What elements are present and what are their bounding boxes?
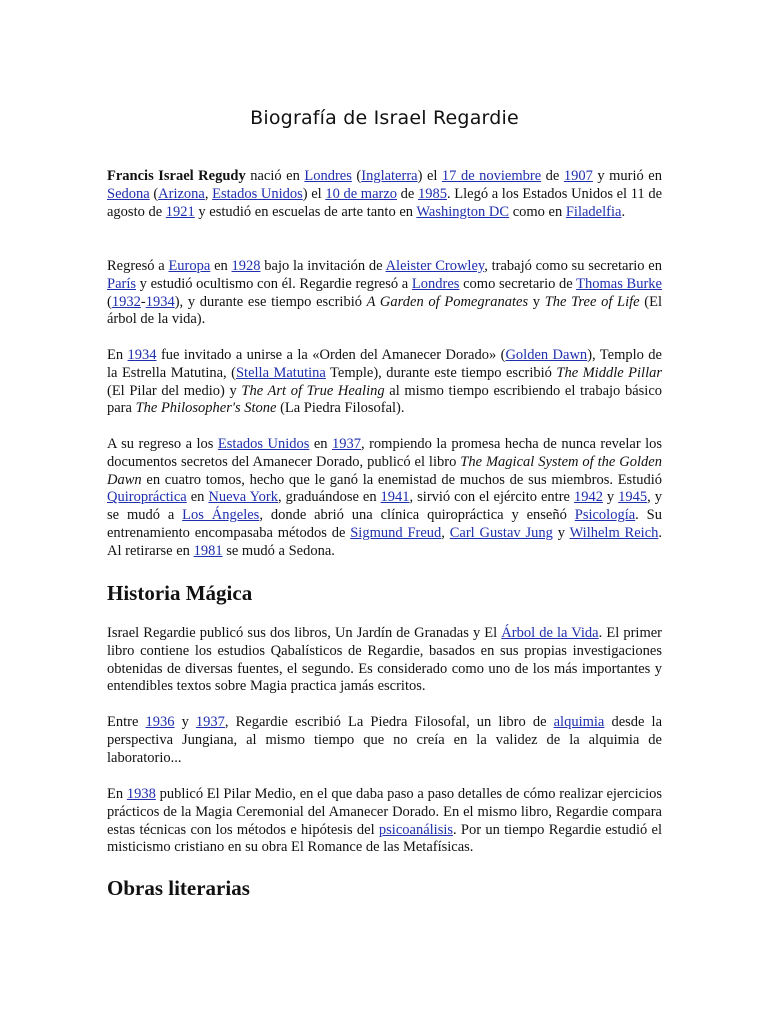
inline-link[interactable]: Filadelfia [565, 203, 622, 220]
inline-link[interactable]: Sedona [107, 185, 150, 202]
inline-link[interactable]: Golden Dawn [505, 347, 588, 363]
text-run: y [174, 714, 196, 730]
text-run: ( [149, 185, 159, 202]
paragraph [107, 625, 662, 696]
text-run: ) el [417, 168, 442, 184]
inline-link[interactable]: Washington DC [416, 203, 510, 220]
inline-link[interactable]: Londres [304, 168, 352, 184]
inline-link[interactable]: Los Ángeles [182, 507, 260, 524]
text-run: . Llegó a los Estados Unidos el 11 de agosto de [107, 185, 663, 220]
inline-link[interactable]: Estados Unidos [217, 436, 310, 452]
section-heading-obras: Obras literarias [107, 876, 250, 900]
text-run: ), y durante ese tiempo escribió [174, 293, 367, 310]
text-run: Temple), durante este tiempo escribió [325, 364, 557, 381]
inline-link[interactable]: 1941 [380, 489, 410, 506]
text-run: . El primer libro contiene los estudios Qabalísticos de Regardie, basados en sus propias investigaciones obtenidas de diversas fuentes, el segundo. Es considerado como uno de los más importantes y entendibles textos sobre Magia practica jamás escritos. [107, 625, 662, 695]
text-run: en [309, 436, 333, 452]
text-run: , [204, 185, 213, 202]
inline-link[interactable]: París [107, 275, 136, 292]
text-run: . Al retirarse en [107, 524, 663, 559]
text-run: de [397, 185, 418, 202]
inline-link[interactable]: Quiropráctica [107, 489, 187, 506]
inline-link[interactable]: Thomas Burke [576, 275, 662, 292]
text-run: y [602, 489, 619, 506]
inline-link[interactable]: 1945 [618, 489, 648, 506]
text-run: . Su entrenamiento encompasaba métodos de [107, 507, 662, 541]
inline-link[interactable]: Sigmund Freud [350, 524, 442, 541]
inline-link[interactable]: Londres [411, 275, 460, 292]
text-run: , [441, 524, 450, 541]
paragraph [107, 786, 662, 857]
text-run: Entre [107, 714, 146, 730]
text-run: , donde abrió una clínica quiropráctica y enseñó [259, 507, 575, 524]
text-run: y [528, 293, 545, 310]
text-run: (El árbol de la vida). [107, 293, 663, 328]
paragraph [107, 347, 662, 418]
paragraph [107, 436, 662, 561]
text-run: y [552, 524, 570, 541]
italic-title: A Garden of Pomegranates [366, 293, 529, 310]
inline-link[interactable]: Carl Gustav Jung [449, 524, 553, 541]
inline-link[interactable]: 1937 [195, 714, 225, 730]
inline-link[interactable]: Inglaterra [361, 168, 418, 184]
inline-link[interactable]: 1921 [165, 203, 195, 220]
inline-link[interactable]: 1938 [126, 786, 156, 802]
page-title: Biografía de Israel Regardie [250, 107, 519, 129]
inline-link[interactable]: Aleister Crowley [385, 258, 485, 274]
text-run: ) el [302, 185, 326, 202]
paragraph [107, 714, 662, 767]
text-run: ), Templo de la Estrella Matutina, ( [107, 347, 662, 381]
text-run: fue invitado a unirse a la «Orden del Amanecer Dorado» ( [156, 347, 506, 363]
inline-link[interactable]: Wilhelm Reich [569, 524, 659, 541]
text-run: se mudó a Sedona. [222, 542, 335, 559]
inline-link[interactable]: Nueva York [208, 489, 279, 506]
inline-link[interactable]: psicoanálisis [378, 821, 454, 838]
inline-link[interactable]: 1934 [145, 293, 175, 310]
inline-link[interactable]: 10 de marzo [325, 185, 398, 202]
inline-link[interactable]: 1936 [145, 714, 175, 730]
text-run: , rompiendo la promesa hecha de nunca revelar los documentos secretos del Amanecer Dorado, publicó el libro [107, 436, 663, 470]
text-run: y estudió en escuelas de arte tanto en [194, 203, 417, 220]
inline-link[interactable]: 1934 [127, 347, 157, 363]
text-run: como en [509, 203, 566, 220]
paragraph [107, 258, 662, 329]
inline-link[interactable]: 17 de noviembre [441, 168, 542, 184]
italic-title: The Middle Pillar [556, 364, 662, 381]
inline-link[interactable]: 1942 [573, 489, 603, 506]
inline-link[interactable]: alquimia [553, 714, 605, 730]
text-run: Regresó a [107, 258, 169, 274]
italic-title: The Magical System of the Golden Dawn [107, 453, 662, 488]
text-run: ( [107, 293, 112, 310]
inline-link[interactable]: 1928 [231, 258, 261, 274]
text-run: , y se mudó a [107, 489, 663, 524]
inline-link[interactable]: Europa [168, 258, 211, 274]
text-run: publicó El Pilar Medio, en el que daba paso a paso detalles de cómo realizar ejercicios prácticos de la Magia Ceremonial del Amanecer Dorado. En el mismo libro, Regardie compara estas técnicas con los métodos e hipótesis del [107, 786, 662, 838]
text-run: desde la perspectiva Jungiana, al mismo tiempo que no creía en la validez de la alquimia de laboratorio... [107, 714, 663, 766]
text-run: (La Piedra Filosofal). [276, 400, 405, 417]
italic-title: The Philosopher's Stone [135, 400, 277, 417]
inline-link[interactable]: Arizona [158, 185, 205, 202]
text-run: ( [351, 168, 362, 184]
text-run: nació en [245, 168, 305, 184]
text-run: y murió en [592, 168, 662, 184]
text-run: En [107, 347, 128, 363]
inline-link[interactable]: 1937 [332, 436, 362, 452]
inline-link[interactable]: 1981 [193, 542, 223, 559]
inline-link[interactable]: Estados Unidos [212, 185, 303, 202]
text-run: . Por un tiempo Regardie estudió el misticismo cristiano en su obra El Romance de las Metafísicas. [107, 821, 662, 856]
text-run: y estudió ocultismo con él. Regardie regresó a [136, 275, 412, 292]
text-run: A su regreso a los [107, 436, 218, 452]
italic-title: The Tree of Life [544, 293, 640, 310]
inline-link[interactable]: Árbol de la Vida [501, 625, 599, 641]
text-run: - [140, 293, 146, 310]
text-run: . [621, 203, 626, 220]
text-run: , sirvió con el ejército entre [409, 489, 574, 506]
text-run: en [186, 489, 209, 506]
inline-link[interactable]: 1932 [111, 293, 141, 310]
text-run: , graduándose en [278, 489, 381, 506]
inline-link[interactable]: 1907 [563, 168, 593, 184]
text-run: (El Pilar del medio) y [107, 382, 242, 399]
text-run: , Regardie escribió La Piedra Filosofal, un libro de [224, 714, 554, 730]
text-run: al mismo tiempo escribiendo el trabajo básico para [107, 382, 662, 417]
text-run: bajo la invitación de [260, 258, 386, 274]
text-run: como secretario de [459, 275, 577, 292]
bold-text: Francis Israel Regudy [107, 168, 246, 184]
text-run: de [541, 168, 564, 184]
text-run: Israel Regardie publicó sus dos libros, Un Jardín de Granadas y El [107, 625, 502, 641]
text-run: en cuatro tomos, hecho que le ganó la enemistad de muchos de sus miembros. Estudió [141, 471, 662, 488]
inline-link[interactable]: Stella Matutina [235, 364, 326, 381]
inline-link[interactable]: Psicología [574, 507, 636, 524]
text-run: En [107, 786, 127, 802]
inline-link[interactable]: 1985 [418, 185, 447, 202]
paragraph [107, 168, 662, 221]
italic-title: The Art of True Healing [241, 382, 385, 399]
text-run: , trabajó como su secretario en [484, 258, 662, 274]
section-heading-historia: Historia Mágica [107, 581, 253, 605]
text-run: en [210, 258, 232, 274]
